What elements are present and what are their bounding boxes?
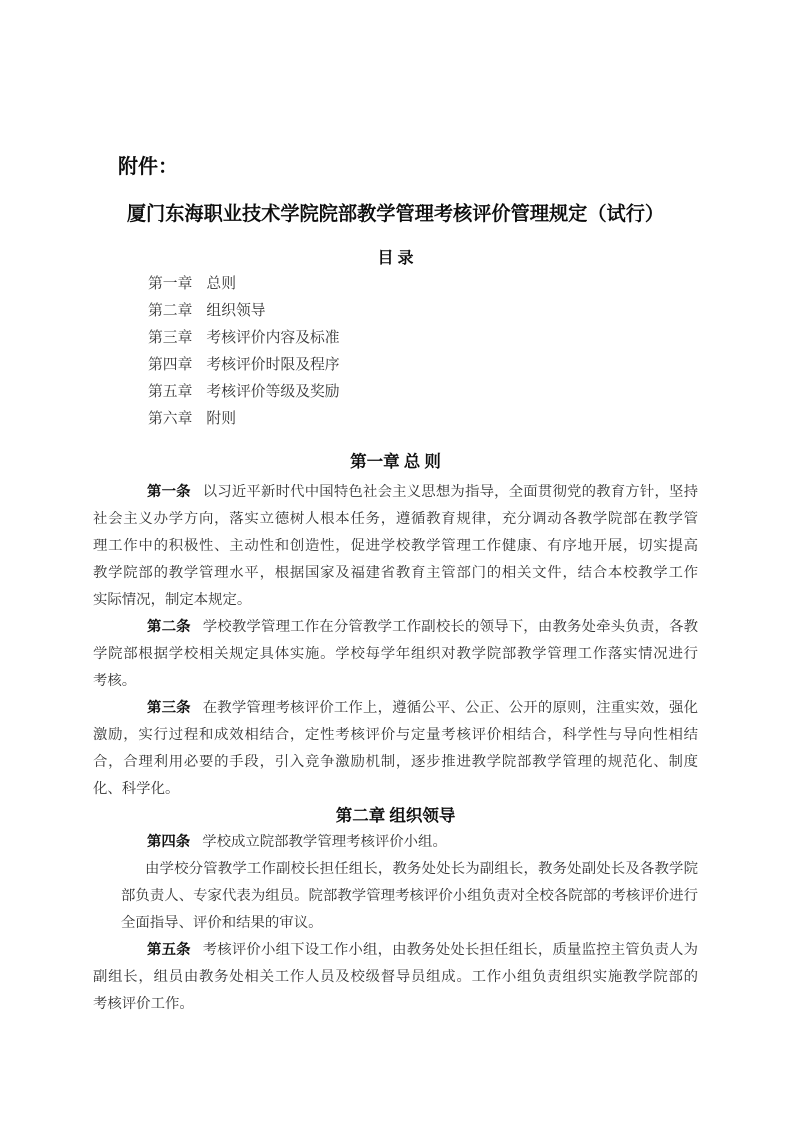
line-text: 以习近平新时代中国特色社会主义思想为指导，全面贯彻党的教育方针，坚持 [202, 484, 698, 500]
line-text: 考核评价小组下设工作小组，由教务处处长担任组长，质量监控主管负责人为 [202, 942, 698, 958]
toc-item-chapter: 第二章 [148, 303, 193, 319]
body-line [93, 937, 698, 964]
toc-item-title: 组织领导 [206, 303, 266, 319]
body-line: 考核评价工作。 [93, 996, 194, 1012]
toc-item-title: 附则 [206, 411, 237, 427]
article-term: 第二条 [147, 619, 191, 635]
toc-item-chapter: 第五章 [148, 384, 193, 400]
article-term: 第三条 [147, 700, 191, 716]
body-line: 化、科学化。 [93, 781, 180, 797]
chapter-2-heading: 第二章 组织领导 [335, 806, 456, 825]
toc-item [93, 379, 698, 406]
line-text: 在教学管理考核评价工作上，遵循公平、公正、公开的原则，注重实效，强化 [202, 700, 698, 716]
article-1 [93, 479, 698, 614]
article-4 [93, 829, 698, 856]
attachment-label: 附件： [118, 156, 178, 178]
toc-item-chapter: 第一章 [148, 276, 193, 292]
toc-item-chapter: 第四章 [148, 357, 193, 373]
line-text: 学校教学管理工作在分管教学工作副校长的领导下，由教务处牵头负责，各教 [202, 619, 698, 635]
body-line: 全面指导、评价和结果的审议。 [121, 915, 323, 931]
toc-item [93, 406, 698, 433]
article-term: 第一条 [147, 484, 191, 500]
toc-list [93, 271, 698, 433]
toc-item-title: 考核评价时限及程序 [206, 357, 340, 373]
line-text: 学校成立院部教学管理考核评价小组。 [202, 834, 447, 850]
body-line: 教学院部的教学管理水平，根据国家及福建省教育主管部门的相关文件，结合本校教学工作 [93, 565, 698, 581]
chapter-1-heading: 第一章 总 则 [350, 452, 441, 471]
body-line: 激励，实行过程和成效相结合，定性考核评价与定量考核评价相结合，科学性与导向性相结 [93, 727, 698, 743]
body-line: 合，合理利用必要的手段，引入竞争激励机制，逐步推进教学院部教学管理的规范化、制度 [93, 754, 698, 770]
body-line [93, 829, 698, 856]
body-line [93, 695, 698, 722]
toc-item [93, 325, 698, 352]
body-line: 实际情况，制定本规定。 [93, 592, 252, 608]
body-line: 社会主义办学方向，落实立德树人根本任务，遵循教育规律，充分调动各教学院部在教学管 [93, 511, 698, 527]
article-term: 第四条 [147, 834, 191, 850]
toc-item [93, 271, 698, 298]
toc-item-title: 考核评价等级及奖励 [206, 384, 340, 400]
body-line: 由学校分管教学工作副校长担任组长，教务处处长为副组长，教务处副处长及各教学院 [145, 861, 698, 877]
toc-heading: 目 录 [377, 250, 414, 267]
article-5 [93, 937, 698, 1018]
toc-item-title: 总则 [206, 276, 237, 292]
body-line [93, 479, 698, 506]
toc-item [93, 298, 698, 325]
toc-item-title: 考核评价内容及标准 [206, 330, 340, 346]
toc-item-chapter: 第六章 [148, 411, 193, 427]
body-line: 学院部根据学校相关规定具体实施。学校每学年组织对教学院部教学管理工作落实情况进行 [93, 646, 698, 662]
article-2 [93, 614, 698, 695]
body-line [93, 614, 698, 641]
body-line: 副组长，组员由教务处相关工作人员及校级督导员组成。工作小组负责组织实施教学院部的 [93, 969, 698, 985]
body-line: 理工作中的积极性、主动性和创造性，促进学校教学管理工作健康、有序地开展，切实提高 [93, 538, 698, 554]
document-title: 厦门东海职业技术学院院部教学管理考核评价管理规定（试行） [126, 204, 665, 225]
article-term: 第五条 [147, 942, 191, 958]
article-3 [93, 695, 698, 803]
article-4-subparagraph [121, 856, 698, 937]
body-line: 部负责人、专家代表为组员。院部教学管理考核评价小组负责对全校各院部的考核评价进行 [121, 888, 698, 904]
toc-item [93, 352, 698, 379]
toc-item-chapter: 第三章 [148, 330, 193, 346]
body-line: 考核。 [93, 673, 137, 689]
